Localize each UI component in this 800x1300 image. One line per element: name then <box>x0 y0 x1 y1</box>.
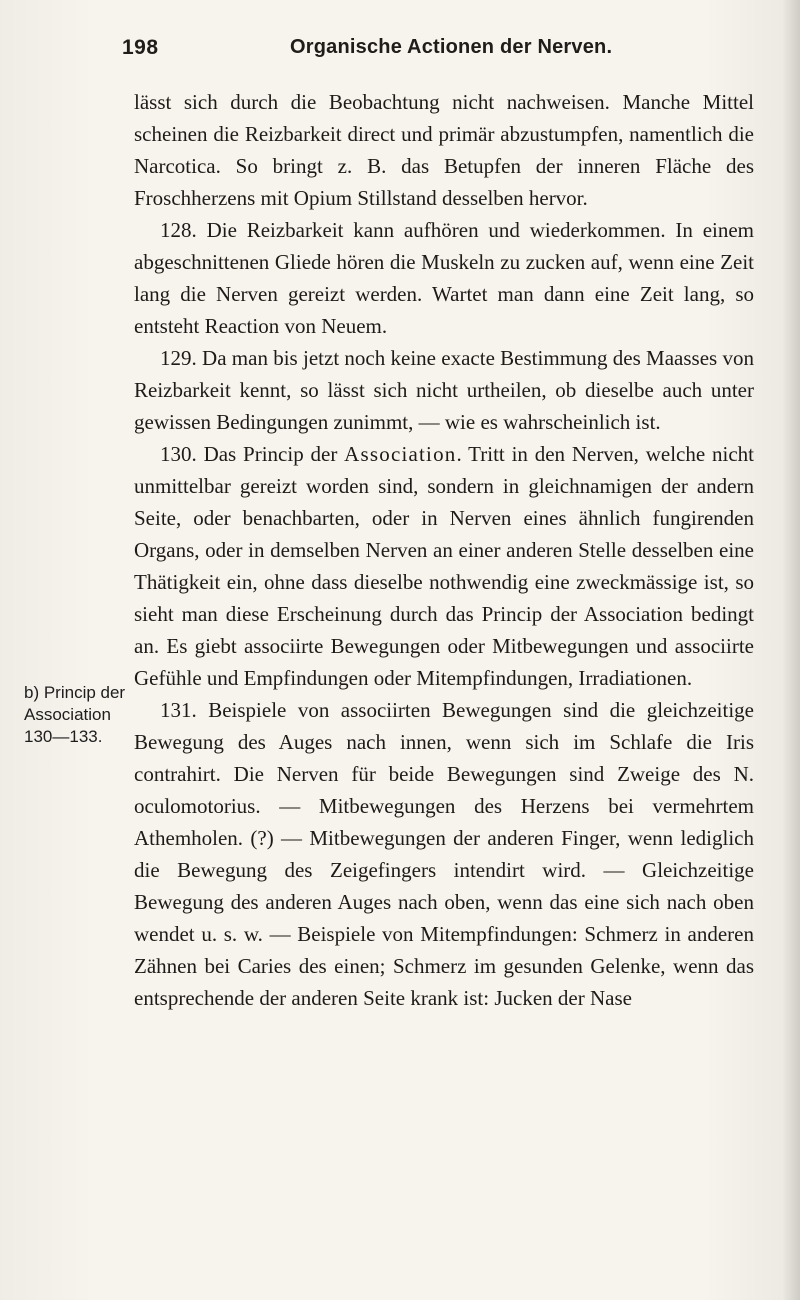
marginal-note-line-3: 130—133. <box>24 727 103 746</box>
paragraph-1: lässt sich durch die Beobachtung nicht nachweisen. Manche Mittel scheinen die Reizbarkeit direct und primär abzustumpfen, namentlich die Narcotica. So bringt z. B. das Betupfen der inneren Fläche des Froschherzens mit Opium Stillstand desselben hervor. <box>134 90 754 210</box>
association-heading: Association <box>344 442 457 466</box>
page-header <box>122 36 682 72</box>
paragraph-130-body: . Tritt in den Nerven, welche nicht unmittelbar gereizt worden sind, sondern in gleichnamigen der andern Seite, oder benachbarten, oder in Nerven eines ähnlich fungirenden Organs, oder in demselben Nerven an einer anderen Stelle desselben eine Thätigkeit ein, ohne dass dieselbe nothwendig eine zweckmässige ist, so sieht man diese Erscheinung durch das Princip der Association bedingt an. Es giebt associirte Bewegungen oder Mitbewegungen und associirte Gefühle und Empfindungen oder Mitempfindungen, Irradiationen. <box>134 442 754 690</box>
page-number: 198 <box>122 36 159 59</box>
paragraph-128: 128. Die Reizbarkeit kann aufhören und wiederkommen. In einem abgeschnittenen Gliede hören die Muskeln zu zucken auf, wenn eine Zeit lang die Nerven gereizt werden. Wartet man dann eine Zeit lang, so entsteht Reaction von Neuem. <box>134 218 754 338</box>
marginal-note-line-2: Association <box>24 705 111 724</box>
page-edge-shadow <box>782 0 800 1300</box>
paragraph-129: 129. Da man bis jetzt noch keine exacte Bestimmung des Maasses von Reizbarkeit kennt, so lässt sich nicht urtheilen, ob dieselbe auch unter gewissen Bedingungen zunimmt, — wie es wahrscheinlich ist. <box>134 346 754 434</box>
marginal-note <box>24 682 126 748</box>
paragraph-131: 131. Beispiele von associirten Bewegungen sind die gleichzeitige Bewegung des Auges nach innen, wenn sich im Schlafe die Iris contrahirt. Die Nerven für beide Bewegungen sind Zweige des N. oculomotorius. — Mitbewegungen des Herzens bei vermehrtem Athemholen. (?) — Mitbewegungen der anderen Finger, wenn lediglich die Bewegung des Zeigefingers intendirt wird. — Gleichzeitige Bewegung des anderen Auges nach oben, wenn das eine sich nach oben wendet u. s. w. — Beispiele von Mitempfindungen: Schmerz in anderen Zähnen bei Caries des einen; Schmerz im gesunden Gelenke, wenn das entsprechende der anderen Seite krank ist: Jucken der Nase <box>134 698 754 1010</box>
main-text <box>134 86 754 1014</box>
paragraph-130-prefix: 130. Das Princip der <box>160 442 345 466</box>
paragraph-130 <box>134 438 754 694</box>
marginal-note-line-1: b) Princip der <box>24 683 126 702</box>
running-head: Organische Actionen der Nerven. <box>290 36 613 58</box>
